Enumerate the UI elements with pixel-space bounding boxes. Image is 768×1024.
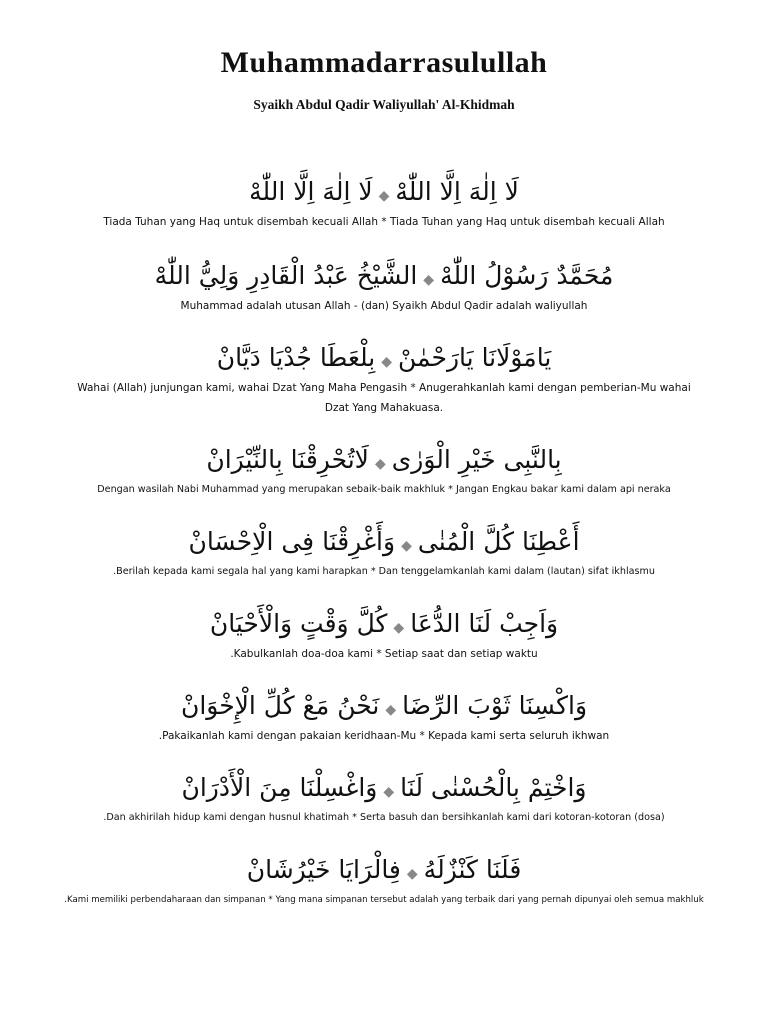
translation-line: Dengan wasilah Nabi Muhammad yang merupakan sebaik-baik makhluk * Jangan Engkau bakar kami dalam api neraka: [97, 484, 671, 495]
separator-icon: ◆: [374, 456, 386, 472]
translation-line: .Dan akhirilah hidup kami dengan husnul khatimah * Serta basuh dan bersihkanlah kami dari kotoran-kotoran (dosa): [103, 812, 665, 823]
verse-8: [0, 768, 768, 828]
arabic-line: [0, 256, 768, 296]
separator-icon: ◆: [406, 866, 418, 882]
arabic-line: [0, 440, 768, 480]
arabic-hemistich-first: يَامَوْلَانَا يَارَحْمٰنْ: [398, 343, 552, 372]
arabic-hemistich-first: وَاَجِبْ لَنَا الدُّعَا: [410, 609, 559, 638]
arabic-hemistich-second: بِلْعَطَا جُدْيَا دَيَّانْ: [216, 343, 376, 372]
arabic-line: [0, 768, 768, 808]
arabic-hemistich-first: مُحَمَّدٌ رَسُوْلُ اللّٰهْ: [440, 261, 614, 290]
arabic-hemistich-second: فِالْرَايَا خَيْرُشَانْ: [246, 855, 401, 884]
verse-3: [0, 338, 768, 418]
separator-icon: ◆: [423, 272, 435, 288]
translation-line: .Kabulkanlah doa-doa kami * Setiap saat dan setiap waktu: [230, 648, 538, 660]
verse-9: [0, 850, 768, 910]
translation-line: .Kami memiliki perbendaharaan dan simpanan * Yang mana simpanan tersebut adalah yang terbaik dari yang pernah dipunyai oleh semua makhluk: [64, 895, 704, 905]
separator-icon: ◆: [393, 620, 405, 636]
arabic-hemistich-second: كُلَّ وَقْتٍ وَالْأَحْيَانْ: [209, 609, 388, 638]
verse-4: [0, 440, 768, 500]
verse-5: [0, 522, 768, 582]
arabic-line: [0, 522, 768, 562]
arabic-line: [0, 850, 768, 890]
arabic-hemistich-first: أَعْطِنَا كُلَّ الْمُنٰى: [417, 527, 580, 556]
arabic-hemistich-second: نَحْنُ مَعْ كُلِّ الْإِخْوَانْ: [180, 691, 380, 720]
separator-icon: ◆: [385, 702, 397, 718]
translation-line: .Berilah kepada kami segala hal yang kami harapkan * Dan tenggelamkanlah kami dalam (lautan) sifat ikhlasmu: [113, 566, 655, 577]
arabic-hemistich-second: الشَّيْخُ عَبْدُ الْقَادِرِ وَلِيُّ اللّٰهْ: [154, 261, 418, 290]
translation-line: Tiada Tuhan yang Haq untuk disembah kecuali Allah * Tiada Tuhan yang Haq untuk disembah kecuali Allah: [103, 216, 665, 228]
translation-line: Muhammad adalah utusan Allah - (dan) Syaikh Abdul Qadir adalah waliyullah: [180, 300, 588, 312]
translation-line: Wahai (Allah) junjungan kami, wahai Dzat Yang Maha Pengasih * Anugerahkanlah kami dengan pemberian-Mu wahai Dzat Yang Mahakuasa.: [77, 382, 691, 414]
arabic-hemistich-first: وَاخْتِمْ بِالْحُسْنٰى لَنَا: [400, 773, 587, 802]
arabic-hemistich-first: وَاكْسِنَا ثَوْبَ الرِّضَا: [402, 691, 588, 720]
arabic-line: [0, 686, 768, 726]
separator-icon: ◆: [381, 354, 393, 370]
page-title: Muhammadarrasulullah: [220, 46, 548, 79]
separator-icon: ◆: [383, 784, 395, 800]
arabic-hemistich-first: فَلَنَا كَنْزٌلَهُ: [423, 855, 522, 884]
arabic-line: [0, 604, 768, 644]
arabic-hemistich-second: وَاغْسِلْنَا مِنَ الْأَدْرَانْ: [181, 773, 378, 802]
verse-7: [0, 686, 768, 746]
arabic-line: [0, 338, 768, 378]
arabic-hemistich-second: لَا اِلٰهَ اِلَّا اللّٰهْ: [249, 177, 373, 206]
arabic-hemistich-second: وَأَغْرِقْنَا فِى الْاِحْسَانْ: [188, 527, 396, 556]
arabic-hemistich-second: لَاتُحْرِقْنَا بِالنِّيْرَانْ: [206, 445, 369, 474]
separator-icon: ◆: [401, 538, 412, 554]
separator-icon: ◆: [378, 188, 390, 204]
translation-line: .Pakaikanlah kami dengan pakaian keridhaan-Mu * Kepada kami serta seluruh ikhwan: [158, 730, 610, 742]
verse-2: [0, 256, 768, 316]
arabic-line: [0, 172, 768, 212]
arabic-hemistich-first: لَا اِلٰهَ اِلَّا اللّٰهْ: [395, 177, 519, 206]
page-subtitle: Syaikh Abdul Qadir Waliyullah' Al-Khidmah: [253, 97, 515, 112]
verse-6: [0, 604, 768, 664]
verse-1: [0, 172, 768, 232]
arabic-hemistich-first: بِالنَّبِى خَيْرِ الْوَرٰى: [391, 445, 562, 474]
